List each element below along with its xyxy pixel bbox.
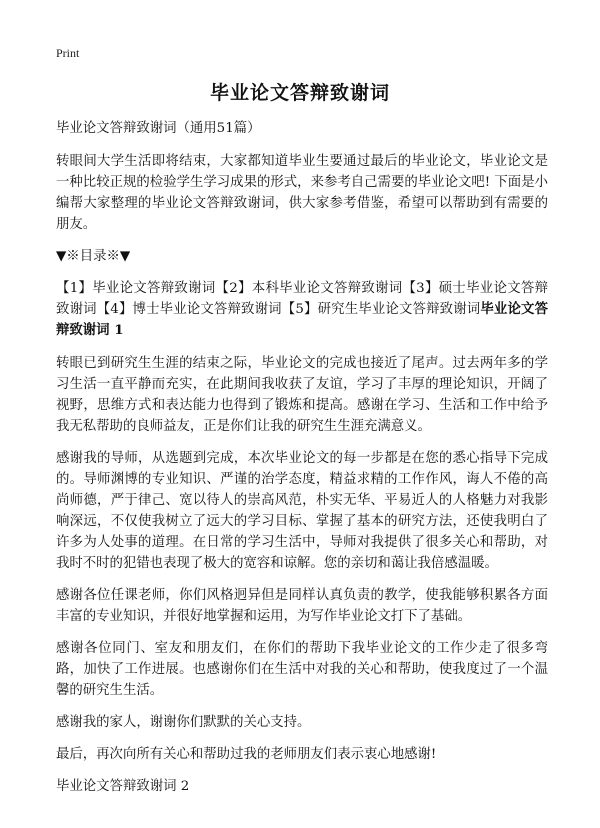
body-paragraph: 转眼已到研究生生涯的结束之际，毕业论文的完成也接近了尾声。过去两年多的学习生活一直平静而充实，在此期间我收获了友谊，学习了丰厚的理论知识，开阔了视野，思维方式和表达能力也得到了锻炼和提高。感谢在学习、生活和工作中给予我无私帮助的良师益友，正是你们让我的研究生生涯充满意义。 bbox=[56, 356, 548, 434]
toc-link-4[interactable]: 【4】博士毕业论文答辩致谢词 bbox=[96, 302, 282, 317]
section-1-heading: 毕业论文答辩致谢词 1 bbox=[56, 301, 549, 338]
toc-link-5[interactable]: 【5】研究生毕业论文答辩致谢词 bbox=[281, 302, 481, 317]
intro-paragraph: 转眼间大学生活即将结束，大家都知道毕业生要通过最后的毕业论文，毕业论文是一种比较正规的检验学生学习成果的形式，来参考自己需要的毕业论文吧! 下面是小编帮大家整理的毕业论文答辩致谢词，供大家参考借鉴，希望可以帮助到有需要的朋友。 bbox=[56, 154, 548, 232]
toc-link-1[interactable]: 【1】毕业论文答辩致谢词 bbox=[56, 281, 216, 296]
page-title: 毕业论文答辩致谢词 bbox=[209, 82, 390, 104]
body-paragraph: 感谢我的家人，谢谢你们默默的关心支持。 bbox=[56, 715, 311, 730]
table-of-contents bbox=[56, 278, 548, 341]
article-body bbox=[56, 118, 548, 808]
body-paragraph: 感谢我的导师，从选题到完成，本次毕业论文的每一步都是在您的悉心指导下完成的。导师渊博的专业知识、严谨的治学态度，精益求精的工作作风，诲人不倦的高尚师德，严于律己、宽以待人的崇高风范，朴实无华、平易近人的人格魅力对我影响深远，不仅使我树立了远大的学习目标、掌握了基本的研究方法，还使我明白了许多为人处事的道理。在日常的学习生活中，导师对我提供了很多关心和帮助，对我时不时的犯错也表现了极大的宽容和谅解。您的亲切和蔼让我倍感温暖。 bbox=[56, 451, 548, 571]
body-paragraph: 感谢各位同门、室友和朋友们，在你们的帮助下我毕业论文的工作少走了很多弯路，加快了工作进展。也感谢你们在生活中对我的关心和帮助，使我度过了一个温馨的研究生生活。 bbox=[56, 641, 548, 698]
body-paragraph: 最后，再次向所有关心和帮助过我的老师朋友们表示衷心地感谢! bbox=[56, 747, 437, 762]
print-link[interactable]: Print bbox=[56, 46, 80, 60]
toc-link-3[interactable]: 【3】硕士毕业论文答辩致谢词 bbox=[56, 281, 548, 317]
toc-link-2[interactable]: 【2】本科毕业论文答辩致谢词 bbox=[215, 281, 403, 296]
section-2-heading: 毕业论文答辩致谢词 2 bbox=[56, 779, 190, 794]
article-subtitle: 毕业论文答辩致谢词（通用51篇） bbox=[56, 121, 261, 136]
toc-heading: ▼※目录※▼ bbox=[56, 249, 131, 264]
body-paragraph: 感谢各位任课老师，你们风格迥异但是同样认真负责的教学，使我能够积累各方面丰富的专业知识，并很好地掌握和运用，为写作毕业论文打下了基础。 bbox=[56, 588, 548, 624]
